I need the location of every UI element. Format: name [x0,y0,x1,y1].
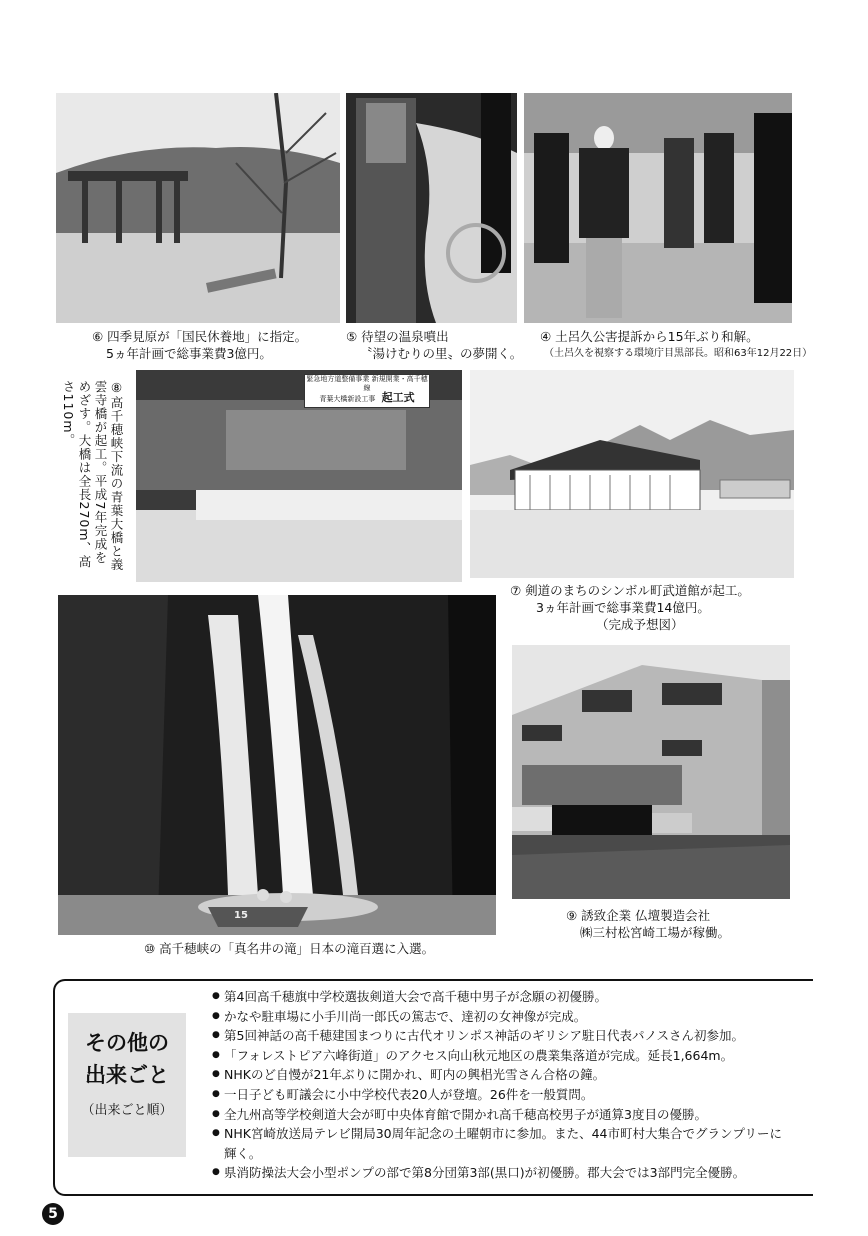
list-item: ● 一日子ども町議会に小中学校代表20人が登壇。26件を一般質問。 [212,1085,812,1105]
caption-photo-7-line3: （完成予想図） [596,617,684,632]
photo-mimuramatsu-factory [512,645,790,899]
banner-title: 起工式 [381,391,415,404]
caption-photo-9-line2: ㈱三村松宮崎工場が稼働。 [580,925,731,940]
list-item: ● NHK宮崎放送局テレビ開局30周年記念の土曜朝市に参加。また、44市町村大集合でグランプリーに輝く。 [212,1124,794,1163]
other-events-title-box [68,1013,186,1157]
other-events-list [212,987,812,1183]
banner-line1: 緊急地方道整備事業 新規開業・高千穂線 [306,375,428,392]
photo-hot-spring-gush [346,93,517,323]
caption-photo-6-line1: ⑥ 四季見原が「国民休養地」に指定。 [92,329,308,344]
list-item: ● 「フォレストピア六峰街道」のアクセス向山秋元地区の農業集落道が完成。延長1,664m。 [212,1046,812,1066]
caption-photo-7-line2: 3ヵ年計画で総事業費14億円。 [536,600,710,615]
other-events-subtitle: （出来ごと順） [81,1103,173,1118]
list-item: ● かなや駐車場に小手川尚一郎氏の篤志で、達初の女神像が完成。 [212,1007,812,1027]
caption-photo-5-line1: ⑤ 待望の温泉噴出 [346,329,449,344]
other-events-title-line2: 出来ごと [85,1063,169,1087]
photo-budokan-rendering [470,370,794,578]
caption-photo-5 [346,328,522,362]
banner-line2: 青葉大橋新設工事 [319,395,376,403]
list-item: ● NHKのど自慢が21年ぶりに開かれ、町内の興梠光雪さん合格の鐘。 [212,1065,812,1085]
ceremony-banner [304,374,430,408]
caption-photo-8: ⑧高千穂峡下流の青葉大橋と義雲寺橋が起工。平成7年完成をめざす。大橋は全長270m、高さ110m。 [61,380,124,572]
caption-photo-7-line1: ⑦ 剣道のまちのシンボル町武道館が起工。 [510,583,750,598]
list-item: ● 第4回高千穂旗中学校選抜剣道大会で高千穂中男子が念願の初優勝。 [212,987,812,1007]
caption-photo-9-line1: ⑨ 誘致企業 仏壇製造会社 [566,908,711,923]
caption-photo-10: ⑩ 高千穂峡の「真名井の滝」日本の滝百選に入選。 [144,941,435,956]
caption-photo-9 [566,907,730,941]
caption-photo-4-line1: ④ 土呂久公害提訴から15年ぶり和解。 [540,329,759,344]
caption-photo-5-line2: 〝湯けむりの里〟の夢開く。 [360,346,523,361]
caption-photo-4-line2: （土呂久を視察する環境庁目黒部長。昭和63年12月22日） [544,348,813,359]
photo-shikimibaru-gazebo [56,93,340,323]
list-item: ● 県消防操法大会小型ポンプの部で第8分団第3部(黒口)が初優勝。郡大会では3部門完全優勝。 [212,1163,812,1183]
caption-photo-7 [510,582,750,633]
photo-toroku-inspection [524,93,792,323]
photo-manai-falls [58,595,496,935]
caption-photo-6 [92,328,307,362]
caption-photo-6-line2: 5ヵ年計画で総事業費3億円。 [106,346,272,361]
page-number: 5 [42,1203,64,1225]
other-events-title [68,1027,186,1091]
list-item: ● 全九州高等学校剣道大会が町中央体育館で開かれ高千穂高校男子が通算3度目の優勝。 [212,1105,812,1125]
other-events-title-line1: その他の [85,1031,169,1055]
photo-groundbreaking-ceremony [136,370,462,582]
caption-photo-4 [540,328,812,362]
boat-number: 15 [234,910,248,921]
list-item: ● 第5回神話の高千穂建国まつりに古代オリンポス神話のギリシア駐日代表パノスさん初参加。 [212,1026,812,1046]
